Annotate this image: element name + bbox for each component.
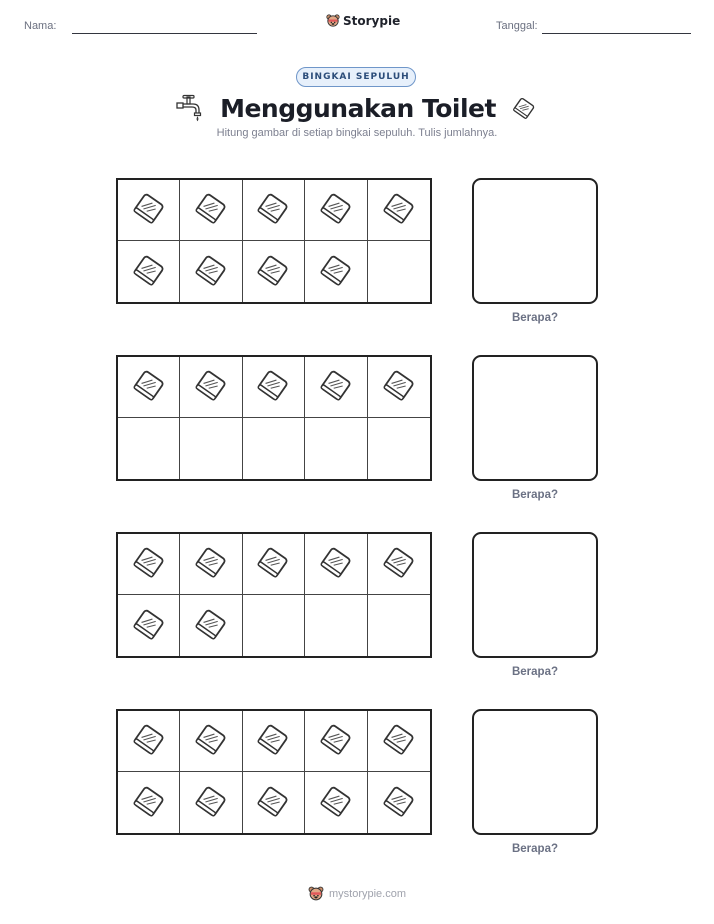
frame-cell xyxy=(243,357,305,418)
answer-box-3[interactable] xyxy=(472,532,598,658)
mirror-icon xyxy=(316,542,356,586)
frame-cell xyxy=(368,595,430,656)
answer-box-4[interactable] xyxy=(472,709,598,835)
ten-frame-2 xyxy=(116,355,432,481)
brand-logo xyxy=(326,13,400,29)
frame-cell xyxy=(118,772,180,833)
mirror-icon xyxy=(253,188,293,232)
mirror-icon xyxy=(191,250,231,294)
mirror-icon xyxy=(191,365,231,409)
mirror-icon xyxy=(191,188,231,232)
frame-cell xyxy=(118,711,180,772)
ten-frame-3 xyxy=(116,532,432,658)
mirror-icon xyxy=(129,604,169,648)
answer-box-2[interactable] xyxy=(472,355,598,481)
mirror-icon xyxy=(253,719,293,763)
name-label: Nama: xyxy=(24,20,57,32)
mirror-icon xyxy=(191,781,231,825)
frame-cell xyxy=(368,772,430,833)
footer-site: mystorypie.com xyxy=(328,888,407,900)
mirror-icon xyxy=(379,781,419,825)
frame-cell xyxy=(243,711,305,772)
mirror-icon xyxy=(129,542,169,586)
frame-cell xyxy=(243,418,305,479)
frame-cell xyxy=(180,180,242,241)
instructions: Hitung gambar di setiap bingkai sepuluh. Tulis jumlahnya. xyxy=(216,127,498,139)
frame-cell xyxy=(118,241,180,302)
mirror-icon xyxy=(191,719,231,763)
frame-cell xyxy=(368,357,430,418)
mirror-icon xyxy=(191,604,231,648)
mirror-icon xyxy=(316,188,356,232)
frame-cell xyxy=(305,180,367,241)
frame-cell xyxy=(118,534,180,595)
bear-mascot-icon xyxy=(326,13,340,29)
frame-cell xyxy=(305,418,367,479)
frame-cell xyxy=(243,772,305,833)
footer xyxy=(0,885,714,903)
frame-cell xyxy=(118,180,180,241)
brand-name: Storypie xyxy=(343,14,401,28)
mirror-icon xyxy=(129,365,169,409)
mirror-icon xyxy=(379,188,419,232)
frame-cell xyxy=(368,534,430,595)
frame-cell xyxy=(180,418,242,479)
mirror-icon xyxy=(379,719,419,763)
frame-cell xyxy=(118,357,180,418)
frame-cell xyxy=(243,595,305,656)
frame-cell xyxy=(180,595,242,656)
frame-cell xyxy=(305,711,367,772)
frame-cell xyxy=(180,357,242,418)
name-line[interactable] xyxy=(72,33,257,34)
date-label: Tanggal: xyxy=(496,20,538,32)
frame-cell xyxy=(243,180,305,241)
mirror-icon xyxy=(316,781,356,825)
mirror-icon xyxy=(129,188,169,232)
page-title: Menggunakan Toilet xyxy=(220,93,496,123)
frame-cell xyxy=(305,534,367,595)
mirror-icon xyxy=(253,781,293,825)
frame-cell xyxy=(305,357,367,418)
answer-label-4: Berapa? xyxy=(511,843,559,855)
frame-cell xyxy=(305,772,367,833)
answer-label-3: Berapa? xyxy=(511,666,559,678)
mirror-icon xyxy=(379,542,419,586)
mirror-icon xyxy=(379,365,419,409)
mirror-icon xyxy=(316,365,356,409)
frame-cell xyxy=(180,241,242,302)
frame-cell xyxy=(305,595,367,656)
mirror-icon xyxy=(191,542,231,586)
mirror-icon xyxy=(316,250,356,294)
frame-cell xyxy=(118,595,180,656)
frame-cell xyxy=(180,534,242,595)
title-row xyxy=(0,88,714,128)
mirror-icon xyxy=(253,250,293,294)
frame-cell xyxy=(243,241,305,302)
bear-mascot-icon xyxy=(308,885,324,903)
mirror-icon xyxy=(129,250,169,294)
answer-label-1: Berapa? xyxy=(511,312,559,324)
frame-cell xyxy=(180,711,242,772)
mirror-icon xyxy=(129,719,169,763)
frame-cell xyxy=(305,241,367,302)
mirror-icon xyxy=(316,719,356,763)
answer-label-2: Berapa? xyxy=(511,489,559,501)
ten-frame-4 xyxy=(116,709,432,835)
frame-cell xyxy=(368,711,430,772)
frame-cell xyxy=(118,418,180,479)
frame-cell xyxy=(368,418,430,479)
mirror-icon xyxy=(510,94,538,122)
faucet-icon xyxy=(176,94,206,122)
category-badge: BINGKAI SEPULUH xyxy=(296,67,416,87)
mirror-icon xyxy=(253,365,293,409)
frame-cell xyxy=(368,241,430,302)
frame-cell xyxy=(368,180,430,241)
mirror-icon xyxy=(253,542,293,586)
mirror-icon xyxy=(129,781,169,825)
frame-cell xyxy=(180,772,242,833)
date-line[interactable] xyxy=(542,33,691,34)
answer-box-1[interactable] xyxy=(472,178,598,304)
ten-frame-1 xyxy=(116,178,432,304)
frame-cell xyxy=(243,534,305,595)
